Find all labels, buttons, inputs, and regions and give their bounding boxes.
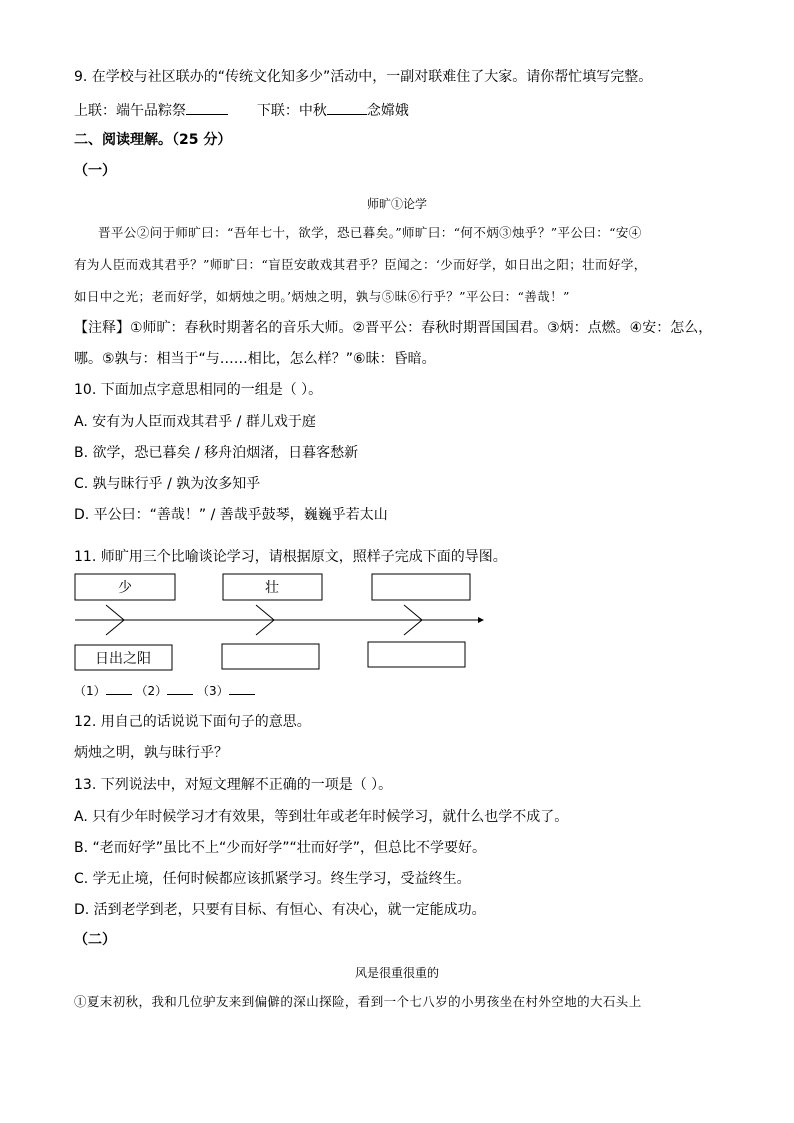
- mindmap-bottom-text-1: 日出之阳: [95, 651, 151, 667]
- q9-question: 9. 在学校与社区联办的“传统文化知多少”活动中，一副对联难住了大家。请你帮忙填写完整。: [74, 69, 653, 85]
- q11-blank-1[interactable]: [106, 683, 132, 695]
- q12-question: 12. 用自己的话说说下面句子的意思。: [74, 714, 311, 730]
- mindmap-arrowhead-icon: [478, 617, 484, 623]
- mindmap-top-text-1: 少: [118, 580, 132, 596]
- mindmap-top-box-3[interactable]: [372, 574, 470, 600]
- q11-answer-label-2: （2）: [135, 684, 168, 698]
- q11-answer-label-3: （3）: [196, 684, 229, 698]
- q11-blank-2[interactable]: [167, 683, 193, 695]
- q9-lower-blank[interactable]: [327, 100, 367, 115]
- q9-lower-label: 下联：中秋: [256, 103, 327, 119]
- q12-sentence: 炳烛之明，孰与昧行乎？: [74, 745, 228, 761]
- notes-line: 【注释】①师旷：春秋时期著名的音乐大师。②晋平公：春秋时期晋国国君。③炳：点燃。④安：怎么，: [74, 320, 713, 336]
- q13-option-d[interactable]: D. 活到老学到老，只要有目标、有恒心、有决心，就一定能成功。: [74, 902, 486, 918]
- q10-option-b[interactable]: B. 欲学，恐已暮矣 / 移舟泊烟渚，日暮客愁新: [74, 445, 359, 461]
- part2-label: （二）: [74, 932, 116, 948]
- q10-option-d[interactable]: D. 平公曰：“善哉！” / 善哉乎鼓琴，巍巍乎若太山: [74, 507, 388, 523]
- q11-answer-label-1: （1）: [74, 684, 106, 698]
- q10-option-c[interactable]: C. 孰与昧行乎 / 孰为汝多知乎: [74, 476, 261, 492]
- passage1-line: 有为人臣而戏其君乎？”师旷曰：“盲臣安敢戏其君乎？臣闻之：‘少而好学，如日出之阳；壮而好学，: [74, 257, 647, 272]
- passage2-first-line: ①夏末初秋，我和几位驴友来到偏僻的深山探险，看到一个七八岁的小男孩坐在村外空地的大石头上: [74, 994, 642, 1009]
- mindmap-bottom-box-2[interactable]: [222, 644, 319, 669]
- q13-option-c[interactable]: C. 学无止境，任何时候都应该抓紧学习。终生学习，受益终生。: [74, 871, 471, 887]
- learning-mindmap: [70, 568, 500, 678]
- passage1-line: 晋平公②问于师旷曰：“吾年七十，欲学，恐已暮矣。”师旷曰：“何不炳③烛乎？”平公曰：“安④: [98, 225, 642, 240]
- passage1-line: 如日中之光；老而好学，如炳烛之明。’炳烛之明，孰与⑤昧⑥行乎？”平公曰：“善哉！”: [74, 289, 570, 304]
- passage1-title: 师旷①论学: [366, 197, 427, 211]
- q13-question: 13. 下列说法中，对短文理解不正确的一项是（ ）。: [74, 777, 393, 793]
- section-heading: 二、阅读理解。（25 分）: [74, 132, 232, 148]
- q9-lower-suffix: 念嫦娥: [366, 103, 409, 119]
- q13-option-b[interactable]: B. “老而好学”虽比不上“少而好学”“壮而好学”，但总比不学要好。: [74, 840, 487, 856]
- q9-upper-blank[interactable]: [186, 100, 228, 115]
- part1-label: （一）: [74, 163, 116, 179]
- q13-option-a[interactable]: A. 只有少年时候学习才有效果，等到壮年或老年时候学习，就什么也学不成了。: [74, 809, 569, 825]
- q10-option-a[interactable]: A. 安有为人臣而戏其君乎 / 群儿戏于庭: [74, 414, 316, 430]
- notes-line: 哪。⑤孰与：相当于“与……相比，怎么样？”⑥昧：昏暗。: [74, 351, 436, 367]
- q11-blank-3[interactable]: [229, 683, 255, 695]
- q10-question: 10. 下面加点字意思相同的一组是（ ）。: [74, 382, 323, 398]
- mindmap-top-text-2: 壮: [265, 580, 279, 596]
- passage2-title: 风是很重很重的: [354, 966, 439, 980]
- q11-answers: [74, 682, 255, 700]
- q9-couplet: [74, 100, 409, 120]
- mindmap-bottom-box-3[interactable]: [368, 642, 465, 667]
- q11-question: 11. 师旷用三个比喻谈论学习，请根据原文，照样子完成下面的导图。: [74, 549, 507, 565]
- q9-upper-label: 上联：端午品粽祭: [74, 103, 186, 119]
